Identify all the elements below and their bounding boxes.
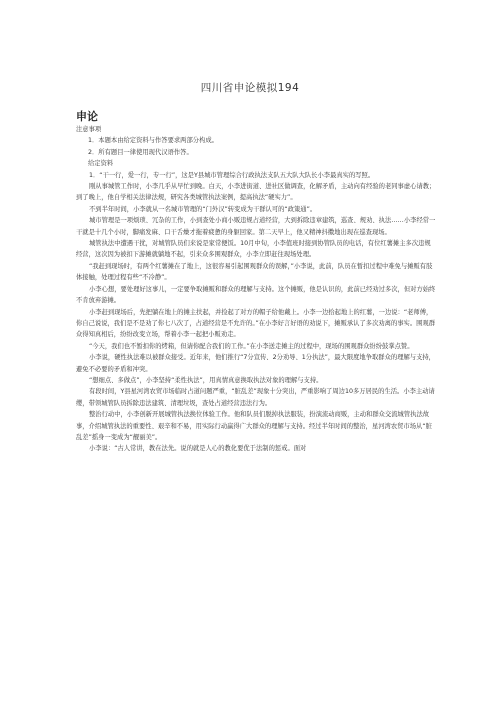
notes-heading: 注意事项	[76, 126, 102, 133]
paragraph: 刚从事城管工作时，小李几乎从早忙到晚。白天，小李进街道、进社区做调查，化解矛盾，主动向有经验的老同事虚心请教；到了晚上，他自学相关法律法规，研究各类城管执法案例，提高执法“硬实力”。	[76, 183, 436, 202]
paragraph: 不到半年时间，小李就从一名城市管理的“门外汉”转变成为干群认可的“政策通”。	[89, 205, 317, 213]
paragraph: 小李心想，要处理好这事儿，一定要争取摊贩和群众的理解与支持。这个摊贩，他是认识的，此前已经劝过多次，但对方始终不肯放弃游摊。	[76, 285, 436, 305]
note-item: 2．所有题目一律使用现代汉语作答。	[88, 148, 193, 156]
paragraph: 整治行动中，小李创新开展城管执法换位体验工作。他和队员们脱掉执法服装，扮演流动商贩，主动和群众交流城管执法故事，介绍城管执法的重要性、艰辛和不易，用实际行动赢得广大群众的理解与支持。经过半年时间的整治，星河湾农贸市场从“脏乱差”摇身一变成为“靓丽美”。	[76, 411, 432, 441]
paragraph: “今天，我们也不暂扣你的烤箱，但请你配合我们的工作。”在小李送走摊主的过程中，现场的围观群众纷纷鼓掌点赞。	[89, 342, 414, 350]
paragraph: 城管执法中遭遇干扰，对城管队员们来说是家常便饭。10月中旬，小李值班时接到协管队员的电话，有位红薯摊主多次违规经营，这次因为被扣下游摊就躺地不起，引来众多围观群众，小李立即赶往现场处理。	[76, 240, 431, 259]
note-item: 1．本题本由给定资料与作答要求两部分构成。	[88, 137, 218, 145]
document-title: 四川省申论模拟194	[200, 82, 300, 94]
paragraph: 城市管理是一项烦琐、冗杂的工作，小到查处小商小贩违规占道经营，大到拆除违章建筑，巡查、规劝、执法……小李经常一干就是十几个小时，脚痛发麻、口干舌燥才拖着疲惫的身躯回家。第二天早上，他又精神抖擞地出现在巡查现场。	[76, 217, 436, 236]
material-heading: 给定资料	[88, 160, 114, 168]
paragraph: “想细点、多做点”，小李坚持“柔性执法”，用真情真意换取执法对象的理解与支持。	[89, 376, 323, 384]
paragraph: 小李赶到现场后，先把躺在地上的摊主扶起，并捡起了对方的帽子给他戴上。小李一边拾起地上的红薯，一边说：“老师傅，你自己说说，我们是不是劝了你七八次了，占道经营是不允许的。”在小李好言好语的劝说下，摊贩承认了多次劝离的事实。围观群众得知真相后，纷纷改变立场，帮着小李一起把小贩劝走。	[76, 308, 436, 339]
document-body	[76, 124, 436, 455]
paragraph: 小李说，硬性执法难以被群众接受。近年来，他们推行“7分宣传、2分劝导、1分执法”，最大限度地争取群众的理解与支持，避免不必要的矛盾和冲突。	[76, 354, 435, 373]
section-title: 申论	[76, 110, 98, 123]
paragraph: 1．“干一行，爱一行，专一行”，这是Y县城市管理综合行政执法支队五大队大队长小李最真实的写照。	[89, 171, 375, 179]
paragraph: “我赶到现场时，有两个红薯摊在了地上，这很容易引起围观群众的误解，”小李说，此前，队员在暂扣过程中难免与摊贩有肢体接触，处理过程有些“不冷静”。	[76, 262, 433, 282]
paragraph: 小李说：“古人常讲，教在法先。说的就是人心的教化要优于法制的惩戒。面对	[89, 445, 307, 453]
paragraph: 有段时间，Y县星河湾农贸市场临时占道问题严重，“脏乱差”现象十分突出，严重影响了周边10多万居民的生活。小李主动请缨，带领城管队员拆除违法建筑、清理垃圾，查处占道经营违法行为。	[76, 388, 435, 407]
